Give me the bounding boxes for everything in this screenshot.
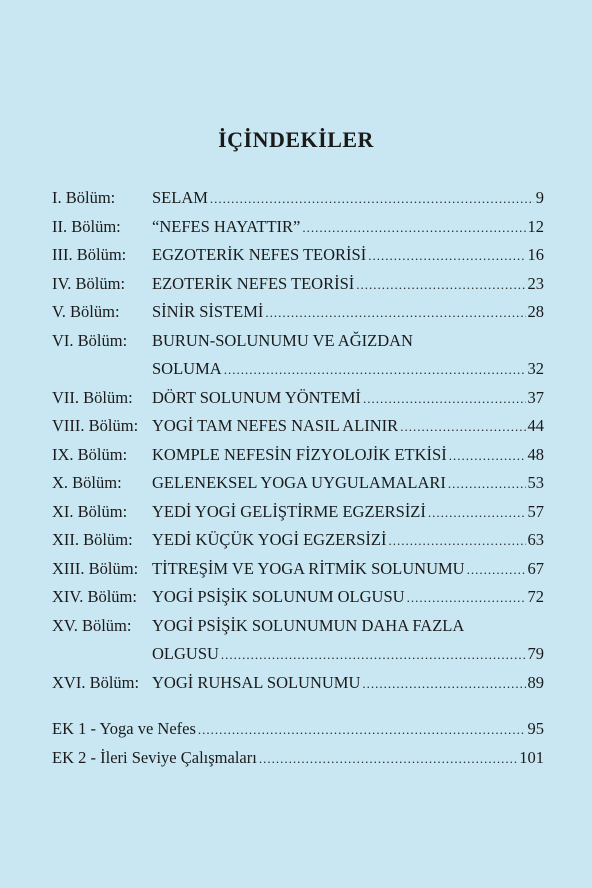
chapter-number: XV. Bölüm:: [52, 615, 132, 635]
chapter-title: YOGİ RUHSAL SOLUNUMU: [152, 672, 361, 692]
page-number: 37: [527, 387, 544, 407]
chapter-list: [52, 184, 544, 697]
dot-leader: [302, 214, 525, 243]
appendix-title: EK 1 - Yoga ve Nefes: [52, 719, 196, 738]
dot-leader: [449, 442, 526, 471]
dot-leader: [467, 556, 526, 585]
chapter-title: TİTREŞİM VE YOGA RİTMİK SOLUNUMU: [152, 558, 465, 578]
chapter-title: SİNİR SİSTEMİ: [152, 302, 264, 321]
toc-entry: [52, 412, 544, 441]
toc-entry: [52, 669, 544, 698]
page-number: 95: [527, 719, 544, 738]
toc-entry: [52, 469, 544, 498]
dot-leader: [400, 413, 525, 442]
dot-leader: [428, 499, 526, 528]
appendix-entry: [52, 715, 544, 744]
chapter-title: GELENEKSEL YOGA UYGULAMALARI: [152, 473, 446, 492]
page-number: 12: [527, 216, 544, 236]
toc-entry: [52, 612, 544, 641]
chapter-title: EZOTERİK NEFES TEORİSİ: [152, 273, 355, 293]
chapter-number: II. Bölüm:: [52, 216, 121, 236]
page-number: 23: [527, 273, 544, 293]
page-number: 79: [527, 644, 544, 663]
toc-entry: [52, 327, 544, 356]
toc-entry: [52, 498, 544, 527]
appendix-title: EK 2 - İleri Seviye Çalışmaları: [52, 747, 257, 767]
toc-entry: [52, 241, 544, 270]
toc-entry: [52, 298, 544, 327]
chapter-number: XIV. Bölüm:: [52, 587, 137, 606]
toc-entry: [52, 270, 544, 299]
dot-leader: [259, 745, 517, 774]
dot-leader: [356, 271, 525, 300]
chapter-number: I. Bölüm:: [52, 188, 116, 207]
toc-entry: [52, 441, 544, 470]
page-number: 89: [527, 672, 544, 692]
chapter-title: YEDİ YOGİ GELİŞTİRME EGZERSİZİ: [152, 501, 426, 521]
chapter-number: XII. Bölüm:: [52, 530, 133, 549]
chapter-title: YOGİ TAM NEFES NASIL ALINIR: [152, 416, 399, 435]
dot-leader: [388, 527, 525, 556]
dot-leader: [407, 584, 526, 613]
page-number: 63: [527, 530, 544, 549]
chapter-title: SELAM: [152, 188, 208, 207]
toc-entry: [52, 526, 544, 555]
page-number: 44: [527, 416, 544, 435]
page-number: 28: [527, 302, 544, 321]
page-title: İÇİNDEKİLER: [218, 127, 374, 152]
chapter-number: X. Bölüm:: [52, 473, 122, 492]
chapter-number: VII. Bölüm:: [52, 387, 133, 407]
toc-entry: [52, 384, 544, 413]
page-number: 9: [535, 188, 544, 207]
page-number: 57: [527, 501, 544, 521]
chapter-title: BURUN-SOLUNUMU VE AĞIZDAN: [152, 330, 413, 350]
chapter-title: YEDİ KÜÇÜK YOGİ EGZERSİZİ: [152, 530, 387, 549]
dot-leader: [224, 356, 526, 385]
chapter-title: “NEFES HAYATTIR”: [152, 216, 301, 236]
chapter-number: V. Bölüm:: [52, 302, 120, 321]
chapter-number: XVI. Bölüm:: [52, 672, 140, 692]
dot-leader: [221, 641, 526, 670]
page-number: 32: [527, 359, 544, 378]
chapter-number: VIII. Bölüm:: [52, 416, 139, 435]
page-number: 53: [527, 473, 544, 492]
dot-leader: [363, 385, 526, 414]
dot-leader: [362, 670, 525, 699]
toc-entry: [52, 213, 544, 242]
dot-leader: [198, 716, 526, 745]
chapter-number: XIII. Bölüm:: [52, 558, 139, 578]
chapter-number: III. Bölüm:: [52, 245, 127, 264]
appendix-entry: [52, 744, 544, 773]
page-number: 101: [519, 747, 544, 767]
chapter-title: YOGİ PSİŞİK SOLUNUMUN DAHA FAZLA: [152, 615, 465, 635]
chapter-title: DÖRT SOLUNUM YÖNTEMİ: [152, 387, 361, 407]
toc-entry: [52, 355, 544, 384]
chapter-number: IX. Bölüm:: [52, 444, 128, 464]
chapter-title: OLGUSU: [152, 644, 219, 663]
chapter-number: VI. Bölüm:: [52, 330, 128, 350]
chapter-title: YOGİ PSİŞİK SOLUNUM OLGUSU: [152, 587, 405, 606]
dot-leader: [368, 242, 525, 271]
dot-leader: [210, 185, 534, 214]
chapter-title: KOMPLE NEFESİN FİZYOLOJİK ETKİSİ: [152, 444, 447, 464]
page-number: 16: [527, 245, 544, 264]
page-number: 67: [527, 558, 544, 578]
chapter-title: EGZOTERİK NEFES TEORİSİ: [152, 245, 367, 264]
page-number: 48: [527, 444, 544, 464]
toc-entry: [52, 583, 544, 612]
chapter-number: IV. Bölüm:: [52, 273, 126, 293]
dot-leader: [265, 299, 525, 328]
toc-entry: [52, 555, 544, 584]
toc-entry: [52, 184, 544, 213]
chapter-number: XI. Bölüm:: [52, 501, 128, 521]
page-number: 72: [527, 587, 544, 606]
dot-leader: [448, 470, 526, 499]
toc-entry: [52, 640, 544, 669]
appendix-list: [52, 715, 544, 772]
chapter-title: SOLUMA: [152, 359, 222, 378]
